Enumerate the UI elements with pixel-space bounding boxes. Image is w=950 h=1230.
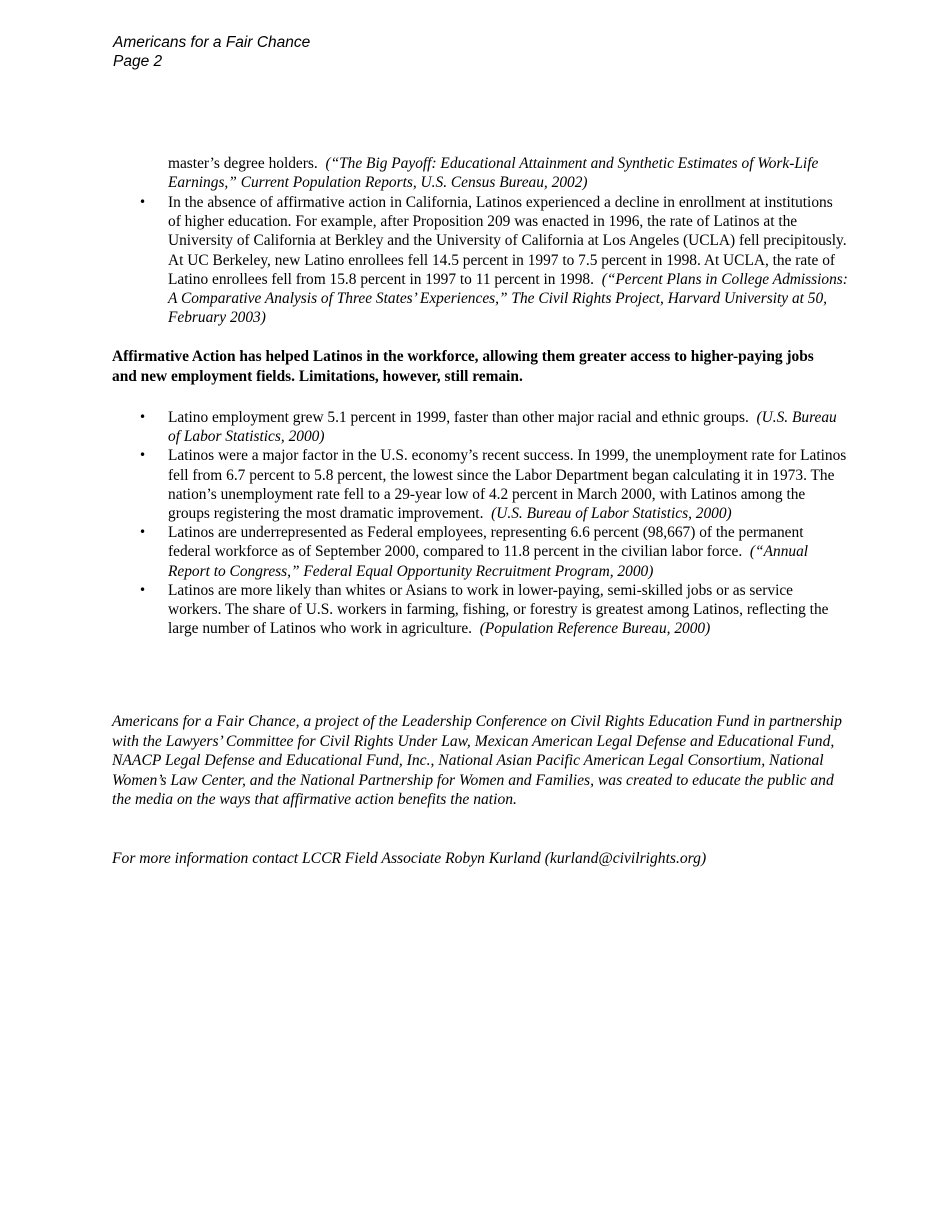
footer-contact-line: For more information contact LCCR Field Associate Robyn Kurland (kurland@civilrights.org) <box>112 850 707 867</box>
bullet-citation: (“Percent Plans in College Admissions: A Comparative Analysis of Three States’ Experiences,” The Civil Rights Project, Harvard University at 50, February 2003) <box>168 270 848 327</box>
bullet-citation: (U.S. Bureau of Labor Statistics, 2000) <box>491 505 732 523</box>
bullet-icon: • <box>139 582 147 597</box>
list-item <box>0 581 848 639</box>
bullet-citation: (“Annual Report to Congress,” Federal Equal Opportunity Recruitment Program, 2000) <box>168 543 809 580</box>
continuation-text: master’s degree holders. <box>168 155 318 172</box>
footer-about-paragraph: Americans for a Fair Chance, a project of the Leadership Conference on Civil Rights Education Fund in partnership with the Lawyers’ Committee for Civil Rights Under Law, Mexican American Legal Defense and Educational Fund, NAACP Legal Defense and Educational Fund, Inc., National Asian Pacific American Legal Consortium, National Women’s Law Center, and the National Partnership for Women and Families, was created to educate the public and the media on the ways that affirmative action benefits the nation. <box>112 713 842 808</box>
bullet-text: Latinos are underrepresented as Federal employees, representing 6.6 percent (98,667) of the permanent federal workforce as of September 2000, compared to 11.8 percent in the civilian labor force. <box>168 524 804 561</box>
list-item <box>0 408 848 446</box>
bullet-text: In the absence of affirmative action in California, Latinos experienced a decline in enrollment at institutions of higher education. For example, after Proposition 209 was enacted in 1996, the rate of Latinos at the University of California at Berkley and the University of California at Los Angeles (UCLA) fell precipitously. At UC Berkeley, new Latino enrollees fell 14.5 percent in 1997 to 7.5 percent in 1998. At UCLA, the rate of Latino enrollees fell from 15.8 percent in 1997 to 11 percent in 1998. <box>168 194 847 288</box>
bullet-icon: • <box>139 410 147 424</box>
list-item <box>0 523 848 581</box>
bullet-text: Latinos are more likely than whites or Asians to work in lower-paying, semi-skilled jobs or as service workers. The share of U.S. workers in farming, fishing, or forestry is greatest among Latinos, reflecting the large number of Latinos who work in agriculture. <box>168 581 829 638</box>
bullet-text: Latino employment grew 5.1 percent in 1999, faster than other major racial and ethnic groups. <box>168 409 749 426</box>
header-organization: Americans for a Fair Chance <box>113 34 311 51</box>
education-bullet-list <box>0 193 950 327</box>
list-item <box>0 193 848 327</box>
bullet-icon: • <box>139 448 147 463</box>
page-header <box>113 33 310 71</box>
bullet-citation: (Population Reference Bureau, 2000) <box>479 620 711 638</box>
continuation-citation: (“The Big Payoff: Educational Attainment and Synthetic Estimates of Work-Life Earnings,” Current Population Reports, U.S. Census Bureau, 2002) <box>168 155 819 192</box>
continued-bullet-text <box>168 154 848 192</box>
bullet-icon: • <box>139 195 147 209</box>
bullet-text: Latinos were a major factor in the U.S. economy’s recent success. In 1999, the unemployment rate for Latinos fell from 6.7 percent to 5.8 percent, the lowest since the Labor Department began calculating it in 1973. The nation’s unemployment rate fell to a 29-year low of 4.2 percent in March 2000, with Latinos among the groups registering the most dramatic improvement. <box>168 447 847 523</box>
header-page-number: Page 2 <box>113 53 163 70</box>
bullet-icon: • <box>139 525 147 540</box>
workforce-bullet-list <box>0 408 950 638</box>
bullet-citation: (U.S. Bureau of Labor Statistics, 2000) <box>168 409 837 446</box>
section-heading: Affirmative Action has helped Latinos in the workforce, allowing them greater access to higher-paying jobs and new employment fields. Limitations, however, still remain. <box>112 348 814 385</box>
list-item <box>0 446 848 523</box>
